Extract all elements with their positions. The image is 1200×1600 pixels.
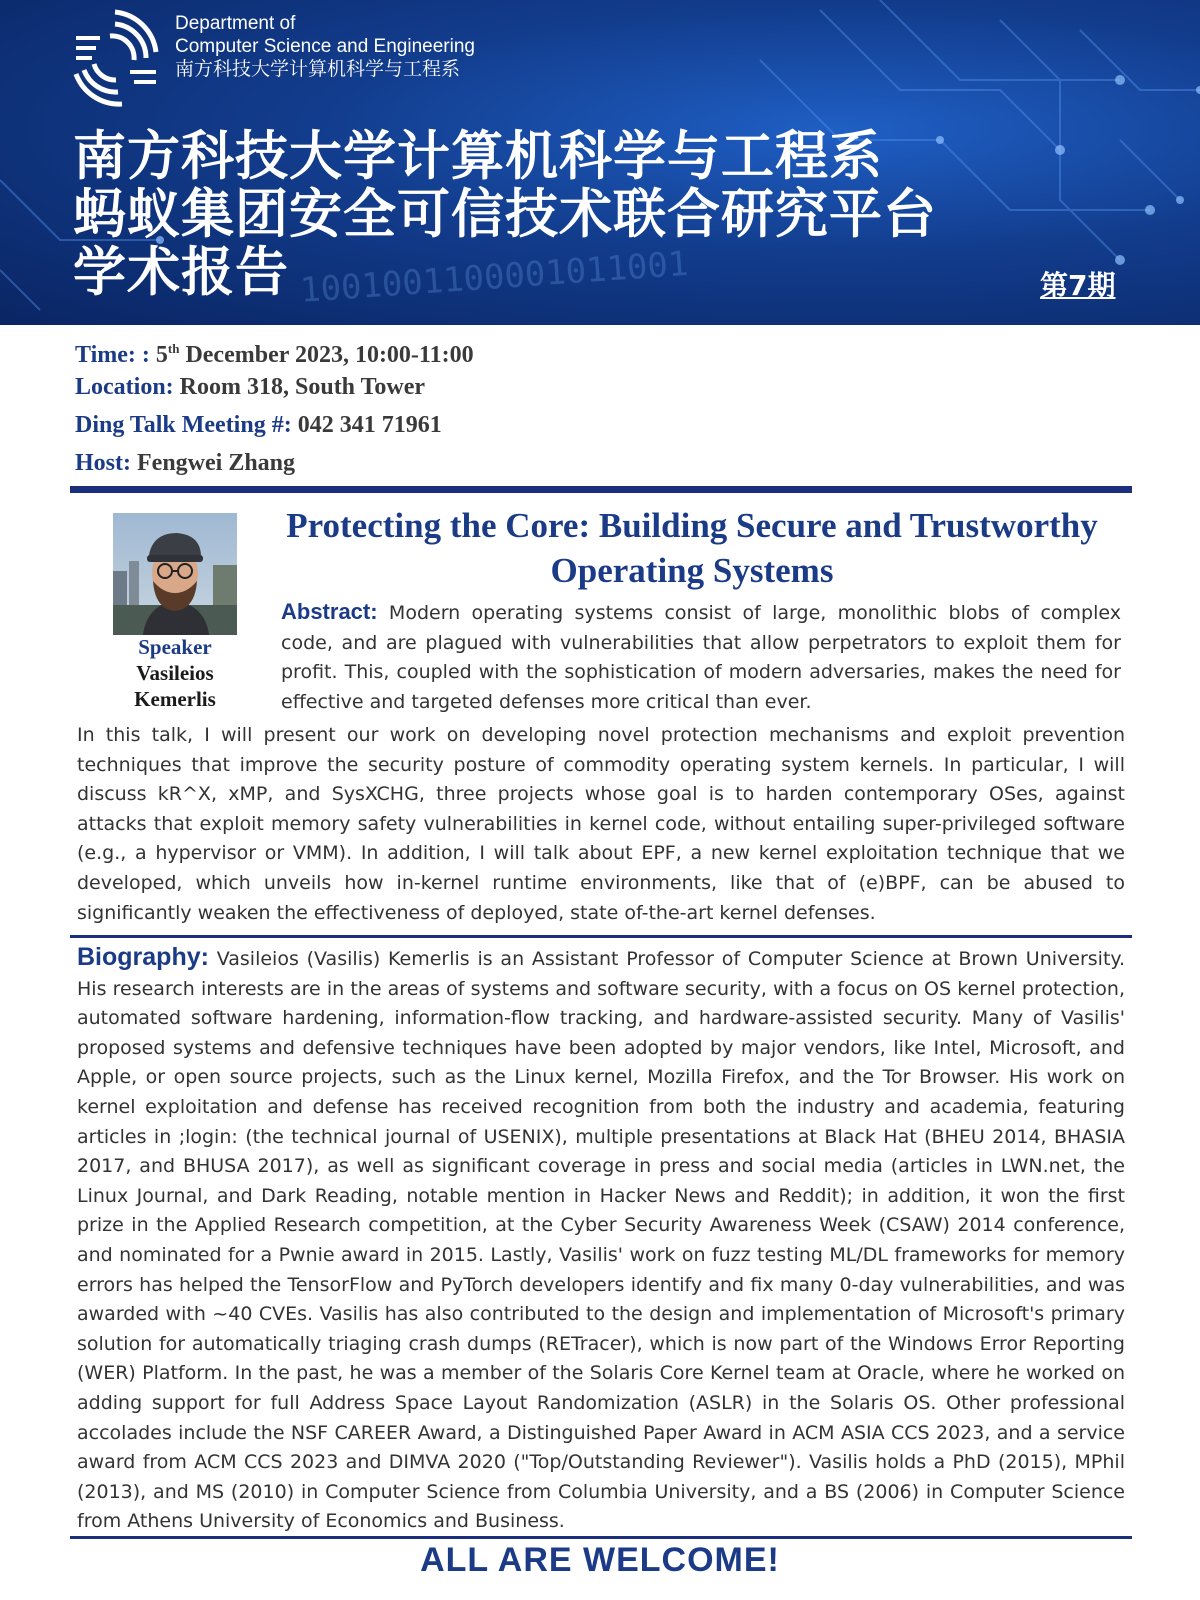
speaker-role: Speaker [138,635,212,659]
time-label: Time: : [75,342,150,368]
biography-label: Biography: [77,943,209,971]
banner-title [73,128,937,302]
abstract-intro [281,597,1121,717]
speaker-last-name: Kemerlis [134,687,216,711]
host-value: Fengwei Zhang [137,450,296,476]
divider-top [70,486,1132,493]
speaker-first-name: Vasileios [136,661,214,685]
time-row [75,330,474,368]
divider-middle [70,935,1132,938]
title-line-3: 学术报告 [73,242,289,303]
title-line-2: 蚂蚁集团安全可信技术联合研究平台 [73,184,937,245]
abstract-body: In this talk, I will present our work on developing novel protection mechanisms and exploit prevention techniques that improve the security posture of commodity operating system kernels. In particular, I will discuss kR^X, xMP, and SysXCHG, three projects whose goal is to harden contemporary OSes, against attacks that exploit memory safety vulnerabilities in kernel code, without entailing super-privileged software (e.g., a hypervisor or VMM). In addition, I will talk about EPF, a new kernel exploitation technique that we developed, which unveils how in-kernel runtime environments, like that of (e)BPF, can be abused to significantly weaken the effectiveness of deployed, state of-the-art kernel defenses. [77,724,1125,924]
meeting-value: 042 341 71961 [297,412,442,438]
location-value: Room 318, South Tower [179,374,426,400]
divider-bottom [70,1536,1132,1539]
talk-title: Protecting the Core: Building Secure and Trustworthy Operating Systems [286,506,1098,590]
speaker-caption [100,634,250,712]
department-name [175,12,475,81]
title-line-1: 南方科技大学计算机科学与工程系 [73,126,883,187]
abstract-intro-text: Modern operating systems consist of large, monolithic blobs of complex code, and are plagued with vulnerabilities that allow perpetrators to exploit them for profit. This, coupled with the sophistication of modern adversaries, makes the need for effective and targeted defenses more critical than ever. [281,602,1121,713]
location-label: Location: [75,374,174,400]
host-row [75,444,474,482]
binary-decoration: 1001001100001011001 [298,243,690,311]
location-row [75,368,474,406]
header-banner [0,0,1200,325]
dept-en-line2: Computer Science and Engineering [175,36,475,57]
dept-cn: 南方科技大学计算机科学与工程系 [175,58,461,80]
meeting-row [75,406,474,444]
welcome-banner: ALL ARE WELCOME! [420,1541,780,1579]
biography-text: Vasileios (Vasilis) Kemerlis is an Assistant Professor of Computer Science at Brown University. His research interests are in the areas of systems and software security, with a focus on OS kernel protection, automated software hardening, information-flow tracking, and hardware-assisted security. Many of Vasilis' proposed systems and defensive techniques have been adopted by major vendors, like Intel, Microsoft, and Apple, or open source projects, such as the Linux kernel, Mozilla Firefox, and the Tor Browser. His work on kernel exploitation and defense has received recognition from both the industry and academia, featuring articles in ;login: (the technical journal of USENIX), multiple presentations at Black Hat (BHEU 2014, BHASIA 2017, and BHUSA 2017), as well as significant coverage in press and social media (articles in LWN.net, the Linux Journal, and Dark Reading, notable mention in Hacker News and Reddit); in addition, it won the first prize in the Applied Research competition, at the Cyber Security Awareness Week (CSAW) 2014 conference, and nominated for a Pwnie award in 2015. Lastly, Vasilis' work on fuzz testing ML/DL frameworks for memory errors has helped the TensorFlow and PyTorch developers identify and fix many 0-day vulnerabilities, and was awarded with ~40 CVEs. Vasilis has also contributed to the design and implementation of Microsoft's primary solution for automatically triaging crash dumps (RETracer), which is now part of the Windows Error Reporting (WER) Platform. In the past, he was a member of the Solaris Core Kernel team at Oracle, where he worked on adding support for full Address Space Layout Randomization (ASLR) in the Solaris OS. Other professional accolades include the NSF CAREER Award, a Distinguished Paper Award in ACM ASIA CCS 2023, and a service award from ACM CCS 2023 and DIMVA 2020 ("Top/Outstanding Reviewer"). Vasilis holds a PhD (2015), MPhil (2013), and MS (2010) in Computer Science from Columbia University, and a BS (2006) in Computer Science from Athens University of Economics and Business. [77,948,1125,1533]
time-value: 5th December 2023, 10:00-11:00 [155,341,474,368]
biography [77,943,1125,1537]
host-label: Host: [75,450,131,476]
issue-number: 第7期 [1040,269,1116,302]
university-logo-icon [70,4,160,112]
dept-en-line1: Department of [175,13,296,34]
meeting-label: Ding Talk Meeting #: [75,412,292,438]
event-info [75,330,474,482]
abstract-label: Abstract: [281,599,378,624]
speaker-photo [113,513,237,635]
